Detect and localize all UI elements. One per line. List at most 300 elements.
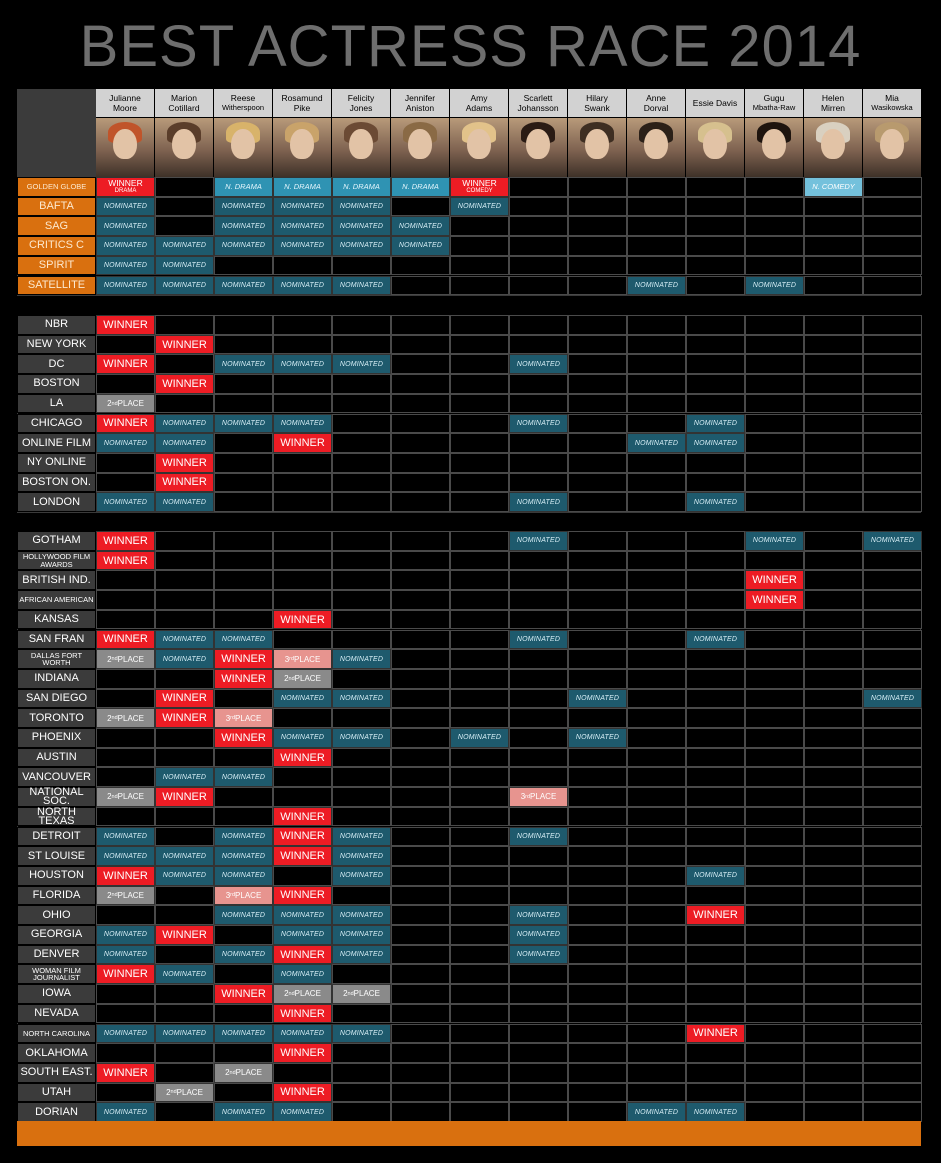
empty-cell [391, 433, 450, 453]
empty-cell [450, 374, 509, 394]
empty-cell [863, 807, 922, 827]
empty-cell [391, 256, 450, 276]
nominated-badge: NOMINATED [214, 197, 273, 217]
empty-cell [804, 827, 863, 847]
empty-cell [863, 649, 922, 669]
empty-cell [627, 216, 686, 236]
empty-cell [863, 708, 922, 728]
nominated-badge: NOMINATED [332, 905, 391, 925]
nominated-badge: NOMINATED [332, 1024, 391, 1044]
third-place-badge: 3 rd PLACE [273, 649, 332, 669]
award-label: WOMAN FILM JOURNALIST [17, 964, 96, 984]
actress-first-name: Essie Davis [692, 98, 738, 108]
empty-cell [627, 177, 686, 197]
empty-cell [627, 708, 686, 728]
empty-cell [509, 1102, 568, 1122]
nominated-badge: NOMINATED [96, 492, 155, 512]
actress-first-name: Marion [171, 93, 197, 103]
empty-cell [155, 197, 214, 217]
nominated-badge: NOMINATED [273, 414, 332, 434]
empty-cell [391, 531, 450, 551]
empty-cell [745, 827, 804, 847]
award-label: BRITISH IND. [17, 570, 96, 590]
nominated-badge: NOMINATED [214, 767, 273, 787]
winner-badge: WINNER [686, 1024, 745, 1044]
empty-cell [391, 1024, 450, 1044]
empty-cell [96, 689, 155, 709]
nominated-badge: NOMINATED [273, 354, 332, 374]
empty-cell [745, 807, 804, 827]
award-label: IOWA [17, 984, 96, 1004]
award-label: BOSTON [17, 374, 96, 394]
empty-cell [391, 630, 450, 650]
empty-cell [450, 531, 509, 551]
empty-cell [863, 669, 922, 689]
empty-cell [804, 748, 863, 768]
empty-cell [332, 473, 391, 493]
actress-name [214, 89, 272, 117]
actress-first-name: Mia [885, 93, 899, 103]
empty-cell [863, 590, 922, 610]
empty-cell [155, 315, 214, 335]
helen-mirren-photo [804, 118, 862, 177]
empty-cell [863, 414, 922, 434]
empty-cell [745, 925, 804, 945]
empty-cell [863, 551, 922, 571]
empty-cell [804, 866, 863, 886]
actress-first-name: Helen [821, 93, 845, 103]
gugu-mbatha-raw-photo [745, 118, 803, 177]
actress-first-name: Felicity [347, 93, 375, 103]
empty-cell [214, 925, 273, 945]
footer-bar [17, 1121, 921, 1146]
empty-cell [450, 610, 509, 630]
empty-cell [391, 846, 450, 866]
empty-cell [745, 630, 804, 650]
empty-cell [509, 394, 568, 414]
empty-cell [745, 728, 804, 748]
empty-cell [450, 1063, 509, 1083]
nominated-badge: NOMINATED [155, 649, 214, 669]
empty-cell [863, 433, 922, 453]
empty-cell [332, 807, 391, 827]
nominated-badge: NOMINATED [745, 276, 804, 296]
empty-cell [745, 335, 804, 355]
empty-cell [863, 473, 922, 493]
nominated-badge: NOMINATED [155, 767, 214, 787]
award-label: DALLAS FORT WORTH [17, 649, 96, 669]
nominated-badge: NOMINATED [568, 728, 627, 748]
empty-cell [568, 374, 627, 394]
empty-cell [96, 984, 155, 1004]
empty-cell [391, 1083, 450, 1103]
empty-cell [450, 236, 509, 256]
empty-cell [332, 708, 391, 728]
empty-cell [686, 728, 745, 748]
winner-category: DRAMA [114, 188, 137, 195]
empty-cell [863, 866, 922, 886]
empty-cell [332, 374, 391, 394]
empty-cell [804, 315, 863, 335]
nominated-badge: NOMINATED [155, 1024, 214, 1044]
empty-cell [391, 1043, 450, 1063]
empty-cell [745, 1024, 804, 1044]
actress-last-name: Mbatha-Raw [752, 103, 796, 112]
nominated-badge: NOMINATED [391, 216, 450, 236]
winner-badge: WINNER [273, 610, 332, 630]
empty-cell [863, 767, 922, 787]
empty-cell [627, 669, 686, 689]
empty-cell [804, 256, 863, 276]
empty-cell [804, 570, 863, 590]
empty-cell [686, 197, 745, 217]
nominated-badge: NOMINATED [214, 216, 273, 236]
empty-cell [568, 433, 627, 453]
empty-cell [804, 708, 863, 728]
empty-cell [804, 807, 863, 827]
empty-cell [686, 394, 745, 414]
empty-cell [332, 748, 391, 768]
empty-cell [745, 177, 804, 197]
nominated-badge: NOMINATED [214, 905, 273, 925]
empty-cell [332, 570, 391, 590]
nominated-badge: NOMINATED [627, 433, 686, 453]
nominated-badge: NOMINATED [96, 827, 155, 847]
actress-last-name: Mirren [820, 103, 846, 113]
award-label: AUSTIN [17, 748, 96, 768]
empty-cell [509, 236, 568, 256]
empty-cell [214, 610, 273, 630]
empty-cell [863, 354, 922, 374]
empty-cell [745, 767, 804, 787]
empty-cell [863, 315, 922, 335]
empty-cell [745, 787, 804, 807]
empty-cell [332, 551, 391, 571]
empty-cell [391, 197, 450, 217]
winner-badge: WINNER [155, 374, 214, 394]
empty-cell [214, 689, 273, 709]
julianne-moore-photo [96, 118, 154, 177]
empty-cell [568, 984, 627, 1004]
empty-cell [155, 590, 214, 610]
empty-cell [332, 1043, 391, 1063]
nominated-badge: NOMINATED [96, 1024, 155, 1044]
empty-cell [509, 197, 568, 217]
actress-first-name: Hilary [586, 93, 608, 103]
winner-badge: WINNER [214, 728, 273, 748]
empty-cell [450, 492, 509, 512]
nominated-badge: NOMINATED [332, 276, 391, 296]
empty-cell [804, 354, 863, 374]
empty-cell [863, 1083, 922, 1103]
empty-cell [804, 649, 863, 669]
empty-cell [686, 945, 745, 965]
empty-cell [627, 846, 686, 866]
nominated-badge: NOMINATED [96, 276, 155, 296]
empty-cell [214, 787, 273, 807]
nominated-badge: NOMINATED [155, 256, 214, 276]
empty-cell [96, 335, 155, 355]
empty-cell [273, 335, 332, 355]
empty-cell [863, 177, 922, 197]
nominated-badge: NOMINATED [745, 531, 804, 551]
mia-wasikowska-photo [863, 118, 921, 177]
winner-badge: WINNER [273, 1004, 332, 1024]
face-shape [231, 129, 254, 160]
nominated-badge: NOMINATED [332, 846, 391, 866]
nominated-badge: NOMINATED [155, 276, 214, 296]
empty-cell [332, 414, 391, 434]
empty-cell [214, 374, 273, 394]
empty-cell [155, 1102, 214, 1122]
empty-cell [450, 630, 509, 650]
empty-cell [686, 590, 745, 610]
winner-badge: WINNER [155, 689, 214, 709]
rosamund-pike-photo [273, 118, 331, 177]
comedy-nomination-badge: N. COMEDY [804, 177, 863, 197]
empty-cell [568, 708, 627, 728]
empty-cell [863, 748, 922, 768]
empty-cell [804, 551, 863, 571]
empty-cell [509, 708, 568, 728]
empty-cell [804, 216, 863, 236]
empty-cell [391, 354, 450, 374]
empty-cell [686, 610, 745, 630]
face-shape [526, 129, 549, 160]
empty-cell [863, 276, 922, 296]
empty-cell [686, 354, 745, 374]
empty-cell [450, 216, 509, 236]
empty-cell [686, 1043, 745, 1063]
empty-cell [450, 1004, 509, 1024]
empty-cell [863, 1024, 922, 1044]
empty-cell [745, 1083, 804, 1103]
empty-cell [568, 669, 627, 689]
second-place-badge: 2 nd PLACE [96, 394, 155, 414]
empty-cell [509, 1063, 568, 1083]
empty-cell [686, 689, 745, 709]
empty-cell [450, 905, 509, 925]
empty-cell [804, 492, 863, 512]
empty-cell [96, 590, 155, 610]
empty-cell [745, 394, 804, 414]
empty-cell [863, 787, 922, 807]
nominated-badge: NOMINATED [273, 1102, 332, 1122]
actress-name [96, 89, 154, 117]
empty-cell [450, 708, 509, 728]
winner-badge [450, 177, 509, 197]
second-place-badge: 2 nd PLACE [96, 787, 155, 807]
empty-cell [96, 905, 155, 925]
empty-cell [155, 570, 214, 590]
empty-cell [863, 570, 922, 590]
nominated-badge: NOMINATED [332, 689, 391, 709]
empty-cell [627, 905, 686, 925]
empty-cell [804, 846, 863, 866]
empty-cell [686, 531, 745, 551]
award-label: SAG [17, 216, 96, 236]
award-label: TORONTO [17, 708, 96, 728]
empty-cell [863, 925, 922, 945]
empty-cell [863, 1043, 922, 1063]
winner-badge: WINNER [273, 1043, 332, 1063]
jennifer-aniston-photo [391, 118, 449, 177]
actress-first-name: Rosamund [281, 93, 323, 103]
empty-cell [391, 315, 450, 335]
nominated-badge: NOMINATED [686, 433, 745, 453]
winner-badge: WINNER [273, 846, 332, 866]
award-label: HOUSTON [17, 866, 96, 886]
actress-last-name: Swank [584, 103, 610, 113]
empty-cell [627, 827, 686, 847]
anne-dorval-photo [627, 118, 685, 177]
empty-cell [332, 886, 391, 906]
empty-cell [391, 728, 450, 748]
reese-witherspoon-photo [214, 118, 272, 177]
empty-cell [568, 1063, 627, 1083]
empty-cell [450, 984, 509, 1004]
empty-cell [509, 335, 568, 355]
winner-badge: WINNER [96, 866, 155, 886]
empty-cell [863, 1004, 922, 1024]
empty-cell [686, 886, 745, 906]
empty-cell [214, 335, 273, 355]
award-label: HOLLYWOOD FILM AWARDS [17, 551, 96, 571]
empty-cell [273, 492, 332, 512]
empty-cell [745, 236, 804, 256]
nominated-badge: NOMINATED [686, 492, 745, 512]
empty-cell [568, 335, 627, 355]
empty-cell [568, 197, 627, 217]
nominated-badge: NOMINATED [96, 433, 155, 453]
empty-cell [332, 1083, 391, 1103]
empty-cell [509, 473, 568, 493]
empty-cell [863, 197, 922, 217]
empty-cell [863, 1102, 922, 1122]
empty-cell [391, 767, 450, 787]
empty-cell [568, 1083, 627, 1103]
empty-cell [332, 531, 391, 551]
empty-cell [804, 1063, 863, 1083]
empty-cell [155, 531, 214, 551]
empty-cell [332, 669, 391, 689]
actress-name [568, 89, 626, 117]
nominated-badge: NOMINATED [214, 945, 273, 965]
empty-cell [509, 315, 568, 335]
nominated-badge: NOMINATED [627, 1102, 686, 1122]
empty-cell [863, 886, 922, 906]
empty-cell [627, 728, 686, 748]
empty-cell [214, 453, 273, 473]
empty-cell [627, 394, 686, 414]
award-label: PHOENIX [17, 728, 96, 748]
face-shape [880, 129, 903, 160]
empty-cell [568, 964, 627, 984]
nominated-badge: NOMINATED [332, 728, 391, 748]
empty-cell [332, 964, 391, 984]
empty-cell [863, 846, 922, 866]
nominated-badge: NOMINATED [273, 197, 332, 217]
empty-cell [332, 767, 391, 787]
empty-cell [509, 374, 568, 394]
empty-cell [627, 335, 686, 355]
winner-badge: WINNER [96, 414, 155, 434]
award-label: UTAH [17, 1083, 96, 1103]
face-shape [762, 129, 785, 160]
nominated-badge: NOMINATED [332, 866, 391, 886]
empty-cell [686, 570, 745, 590]
nominated-badge: NOMINATED [155, 630, 214, 650]
empty-cell [509, 276, 568, 296]
empty-cell [804, 1024, 863, 1044]
empty-cell [568, 1004, 627, 1024]
empty-cell [450, 669, 509, 689]
empty-cell [804, 984, 863, 1004]
empty-cell [745, 984, 804, 1004]
empty-cell [568, 453, 627, 473]
empty-cell [568, 767, 627, 787]
award-label: SAN DIEGO [17, 689, 96, 709]
empty-cell [214, 433, 273, 453]
empty-cell [450, 748, 509, 768]
nominated-badge: NOMINATED [863, 531, 922, 551]
empty-cell [96, 1043, 155, 1063]
empty-cell [391, 945, 450, 965]
empty-cell [332, 787, 391, 807]
empty-cell [627, 787, 686, 807]
empty-cell [509, 669, 568, 689]
empty-cell [745, 374, 804, 394]
empty-cell [686, 177, 745, 197]
empty-cell [155, 216, 214, 236]
empty-cell [509, 866, 568, 886]
empty-cell [155, 1043, 214, 1063]
empty-cell [804, 374, 863, 394]
empty-cell [450, 945, 509, 965]
empty-cell [391, 787, 450, 807]
actress-last-name: Moore [112, 103, 138, 113]
empty-cell [273, 570, 332, 590]
face-shape [172, 129, 195, 160]
empty-cell [627, 590, 686, 610]
actress-name [273, 89, 331, 117]
empty-cell [686, 748, 745, 768]
empty-cell [568, 649, 627, 669]
empty-cell [804, 453, 863, 473]
empty-cell [568, 473, 627, 493]
empty-cell [509, 1043, 568, 1063]
actress-name [863, 89, 921, 117]
empty-cell [450, 1043, 509, 1063]
empty-cell [509, 453, 568, 473]
empty-cell [214, 256, 273, 276]
award-label: NEVADA [17, 1004, 96, 1024]
empty-cell [627, 453, 686, 473]
actress-name [155, 89, 213, 117]
nominated-badge: NOMINATED [273, 964, 332, 984]
empty-cell [509, 216, 568, 236]
empty-cell [804, 394, 863, 414]
empty-cell [686, 315, 745, 335]
empty-cell [273, 590, 332, 610]
empty-cell [391, 905, 450, 925]
empty-cell [863, 216, 922, 236]
empty-cell [391, 1102, 450, 1122]
empty-cell [332, 590, 391, 610]
winner-badge: WINNER [96, 354, 155, 374]
empty-cell [863, 374, 922, 394]
empty-cell [568, 570, 627, 590]
